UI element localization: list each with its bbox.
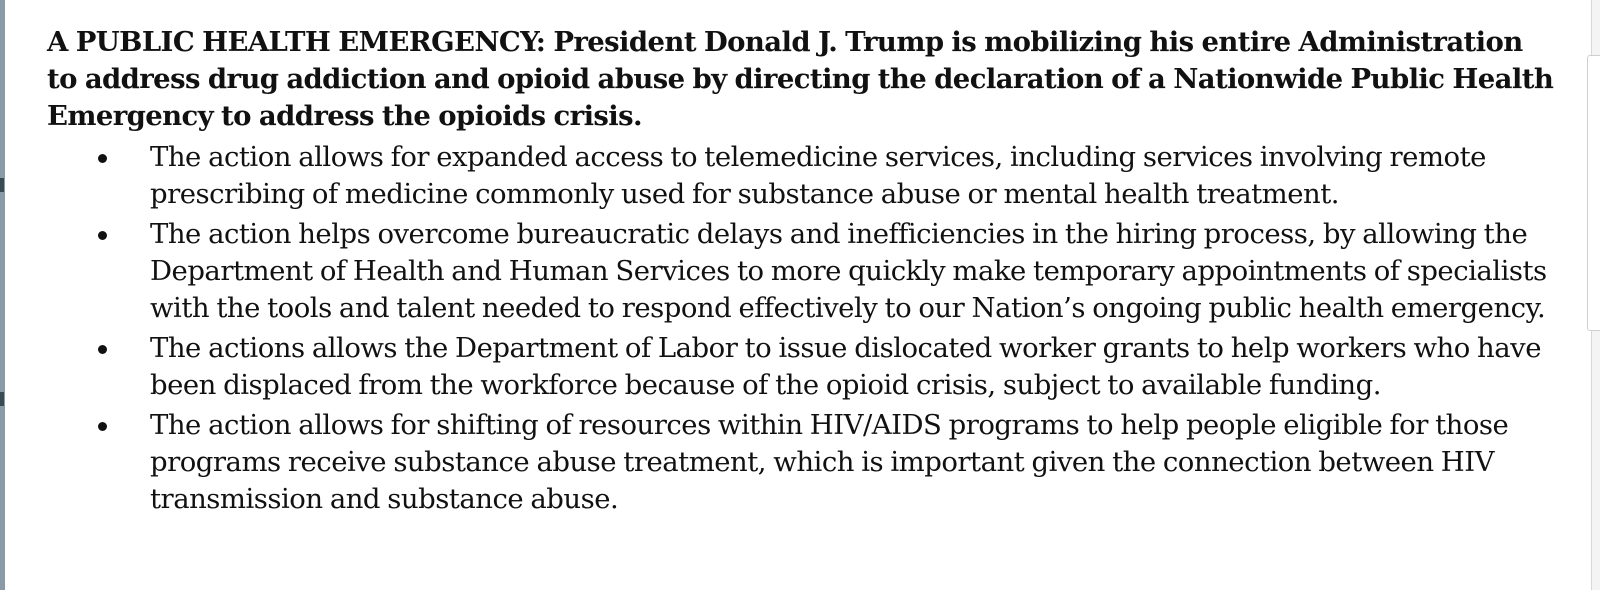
bullet-dot-icon	[98, 231, 107, 240]
window-left-edge-mark	[0, 392, 4, 406]
list-item-text: The action helps overcome bureaucratic delays and inefficiencies in the hiring process, by allowing the Department of Health and Human Services to more quickly make temporary appointments of specialists with the tools and talent needed to respond effectively to our Nation’s ongoing public health emergency.	[150, 218, 1547, 324]
bullet-list	[47, 139, 1557, 518]
scrollbar-thumb[interactable]	[1587, 55, 1600, 331]
lead-paragraph: A PUBLIC HEALTH EMERGENCY: President Donald J. Trump is mobilizing his entire Administration to address drug addiction and opioid abuse by directing the declaration of a Nationwide Public Health Emergency to address the opioids crisis.	[47, 26, 1554, 132]
list-item	[47, 139, 1557, 213]
list-item-text: The action allows for expanded access to telemedicine services, including services involving remote prescribing of medicine commonly used for substance abuse or mental health treatment.	[150, 141, 1486, 210]
list-item	[47, 407, 1557, 518]
window-left-edge	[0, 0, 5, 590]
bullet-dot-icon	[98, 422, 107, 431]
document-body	[47, 24, 1557, 521]
window-left-edge-mark	[0, 178, 4, 192]
list-item-text: The actions allows the Department of Labor to issue dislocated worker grants to help workers who have been displaced from the workforce because of the opioid crisis, subject to available funding.	[150, 332, 1541, 401]
bullet-dot-icon	[98, 154, 107, 163]
list-item	[47, 216, 1557, 327]
list-item-text: The action allows for shifting of resources within HIV/AIDS programs to help people eligible for those programs receive substance abuse treatment, which is important given the connection between HIV transmission and substance abuse.	[150, 409, 1509, 515]
bullet-dot-icon	[98, 345, 107, 354]
list-item	[47, 330, 1557, 404]
